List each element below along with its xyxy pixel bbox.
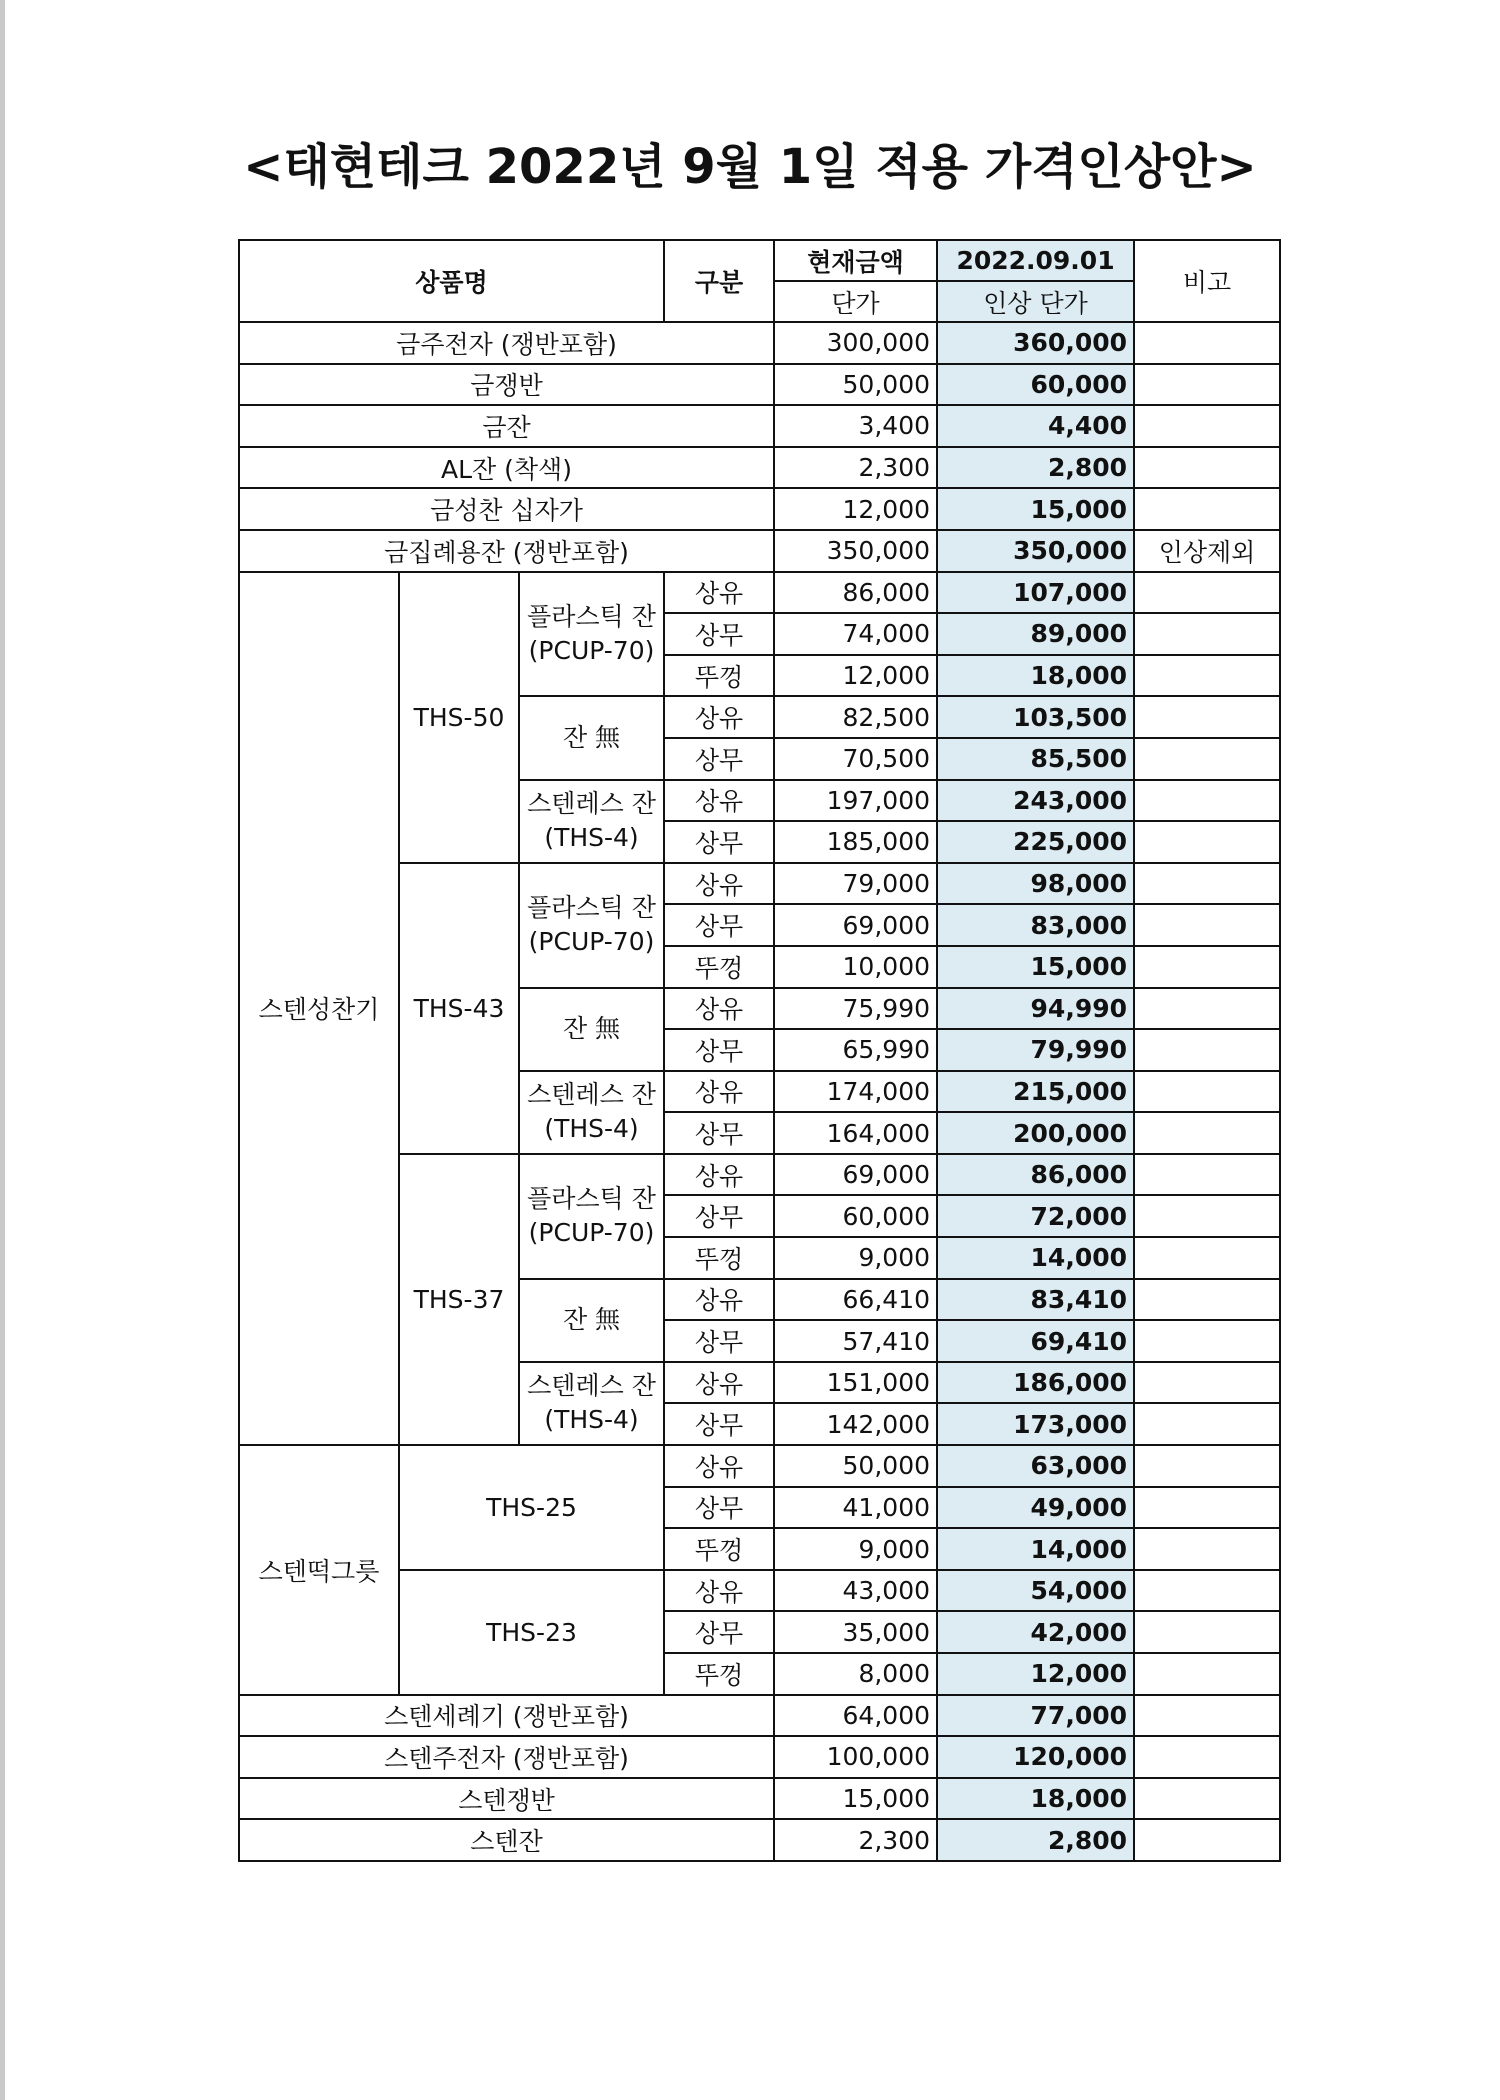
kind-cell: 상유 — [664, 1362, 774, 1404]
subgroup-name-line: 플라스틱 잔 — [527, 601, 656, 631]
note-cell — [1134, 904, 1280, 946]
kind-cell: 상무 — [664, 1487, 774, 1529]
note-cell — [1134, 1195, 1280, 1237]
product-name: 스텐주전자 (쟁반포함) — [239, 1736, 774, 1778]
new-price: 4,400 — [937, 405, 1134, 447]
kind-cell: 상무 — [664, 1611, 774, 1653]
kind-cell: 상유 — [664, 696, 774, 738]
subgroup-name — [519, 988, 664, 1071]
note-cell — [1134, 821, 1280, 863]
note-cell — [1134, 405, 1280, 447]
current-price: 74,000 — [774, 613, 937, 655]
new-price: 60,000 — [937, 364, 1134, 406]
model-name: THS-25 — [399, 1445, 664, 1570]
new-price: 12,000 — [937, 1653, 1134, 1695]
note-cell — [1134, 1112, 1280, 1154]
note-cell — [1134, 447, 1280, 489]
current-price: 164,000 — [774, 1112, 937, 1154]
note-cell — [1134, 988, 1280, 1030]
current-price: 9,000 — [774, 1237, 937, 1279]
header-new-unit: 인상 단가 — [937, 281, 1134, 322]
current-price: 2,300 — [774, 447, 937, 489]
header-note: 비고 — [1134, 240, 1280, 322]
note-cell — [1134, 946, 1280, 988]
current-price: 12,000 — [774, 488, 937, 530]
kind-cell: 상무 — [664, 1029, 774, 1071]
subgroup-name-line: 스텐레스 잔 — [527, 789, 656, 819]
note-cell — [1134, 1819, 1280, 1861]
kind-cell: 상유 — [664, 1071, 774, 1113]
note-cell — [1134, 1736, 1280, 1778]
kind-cell: 상유 — [664, 988, 774, 1030]
new-price: 94,990 — [937, 988, 1134, 1030]
current-price: 75,990 — [774, 988, 937, 1030]
new-price: 42,000 — [937, 1611, 1134, 1653]
note-cell — [1134, 322, 1280, 364]
new-price: 83,000 — [937, 904, 1134, 946]
subgroup-name-line: (THS-4) — [544, 1405, 639, 1435]
new-price: 77,000 — [937, 1695, 1134, 1737]
current-price: 174,000 — [774, 1071, 937, 1113]
new-price: 15,000 — [937, 946, 1134, 988]
subgroup-name — [519, 1154, 664, 1279]
current-price: 82,500 — [774, 696, 937, 738]
subgroup-name-line: 잔 無 — [562, 1014, 621, 1044]
note-cell — [1134, 1653, 1280, 1695]
header-new-date: 2022.09.01 — [937, 240, 1134, 281]
new-price: 200,000 — [937, 1112, 1134, 1154]
new-price: 120,000 — [937, 1736, 1134, 1778]
current-price: 60,000 — [774, 1195, 937, 1237]
note-cell — [1134, 1445, 1280, 1487]
current-price: 66,410 — [774, 1279, 937, 1321]
kind-cell: 상무 — [664, 904, 774, 946]
new-price: 18,000 — [937, 1778, 1134, 1820]
product-name: 스텐쟁반 — [239, 1778, 774, 1820]
new-price: 18,000 — [937, 655, 1134, 697]
current-price: 185,000 — [774, 821, 937, 863]
note-cell — [1134, 780, 1280, 822]
note-cell — [1134, 488, 1280, 530]
new-price: 360,000 — [937, 322, 1134, 364]
subgroup-name-line: 스텐레스 잔 — [527, 1371, 656, 1401]
kind-cell: 상무 — [664, 1195, 774, 1237]
note-cell — [1134, 1320, 1280, 1362]
new-price: 225,000 — [937, 821, 1134, 863]
current-price: 79,000 — [774, 863, 937, 905]
header-current: 현재금액 — [774, 240, 937, 281]
kind-cell: 상유 — [664, 1279, 774, 1321]
kind-cell: 상유 — [664, 1154, 774, 1196]
new-price: 107,000 — [937, 572, 1134, 614]
current-price: 10,000 — [774, 946, 937, 988]
subgroup-name-line: (PCUP-70) — [528, 1218, 655, 1248]
kind-cell: 상무 — [664, 1112, 774, 1154]
simple-product-row — [239, 1819, 1280, 1861]
note-cell — [1134, 364, 1280, 406]
current-price: 43,000 — [774, 1570, 937, 1612]
page-title: <태현테크 2022년 9월 1일 적용 가격인상안> — [243, 139, 1257, 195]
new-price: 72,000 — [937, 1195, 1134, 1237]
current-price: 9,000 — [774, 1528, 937, 1570]
subgroup-name-line: (PCUP-70) — [528, 927, 655, 957]
price-row — [239, 1445, 1280, 1487]
header-current-unit: 단가 — [774, 281, 937, 322]
subgroup-name-line: 잔 無 — [562, 1305, 621, 1335]
current-price: 50,000 — [774, 364, 937, 406]
kind-cell: 뚜껑 — [664, 946, 774, 988]
note-cell — [1134, 1279, 1280, 1321]
note-cell — [1134, 1570, 1280, 1612]
current-price: 64,000 — [774, 1695, 937, 1737]
kind-cell: 상유 — [664, 1570, 774, 1612]
subgroup-name-line: (THS-4) — [544, 1114, 639, 1144]
kind-cell: 상유 — [664, 863, 774, 905]
current-price: 69,000 — [774, 904, 937, 946]
current-price: 197,000 — [774, 780, 937, 822]
kind-cell: 상유 — [664, 572, 774, 614]
simple-product-row — [239, 447, 1280, 489]
subgroup-name — [519, 696, 664, 779]
subgroup-name — [519, 780, 664, 863]
subgroup-name — [519, 1362, 664, 1445]
note-cell — [1134, 1695, 1280, 1737]
subgroup-name-line: 잔 無 — [562, 722, 621, 752]
note-cell — [1134, 1487, 1280, 1529]
kind-cell: 뚜껑 — [664, 1237, 774, 1279]
subgroup-name-line: 스텐레스 잔 — [527, 1080, 656, 1110]
note-cell — [1134, 863, 1280, 905]
new-price: 186,000 — [937, 1362, 1134, 1404]
new-price: 98,000 — [937, 863, 1134, 905]
current-price: 15,000 — [774, 1778, 937, 1820]
new-price: 63,000 — [937, 1445, 1134, 1487]
product-name: 금집례용잔 (쟁반포함) — [239, 530, 774, 572]
simple-product-row — [239, 1778, 1280, 1820]
header-row — [239, 240, 1280, 281]
note-cell — [1134, 1071, 1280, 1113]
kind-cell: 상무 — [664, 1403, 774, 1445]
kind-cell: 상무 — [664, 1320, 774, 1362]
note-cell — [1134, 1403, 1280, 1445]
new-price: 49,000 — [937, 1487, 1134, 1529]
current-price: 41,000 — [774, 1487, 937, 1529]
simple-product-row — [239, 1695, 1280, 1737]
new-price: 79,990 — [937, 1029, 1134, 1071]
new-price: 173,000 — [937, 1403, 1134, 1445]
header-product: 상품명 — [239, 240, 664, 322]
note-cell: 인상제외 — [1134, 530, 1280, 572]
current-price: 151,000 — [774, 1362, 937, 1404]
new-price: 54,000 — [937, 1570, 1134, 1612]
new-price: 243,000 — [937, 780, 1134, 822]
subgroup-name-line: 플라스틱 잔 — [527, 893, 656, 923]
current-price: 100,000 — [774, 1736, 937, 1778]
new-price: 86,000 — [937, 1154, 1134, 1196]
simple-product-row — [239, 488, 1280, 530]
new-price: 89,000 — [937, 613, 1134, 655]
product-name: 금성찬 십자가 — [239, 488, 774, 530]
model-name: THS-37 — [399, 1154, 519, 1445]
simple-product-row — [239, 530, 1280, 572]
note-cell — [1134, 655, 1280, 697]
current-price: 69,000 — [774, 1154, 937, 1196]
kind-cell: 뚜껑 — [664, 1528, 774, 1570]
new-price: 350,000 — [937, 530, 1134, 572]
current-price: 50,000 — [774, 1445, 937, 1487]
model-name: THS-50 — [399, 572, 519, 863]
page-left-edge — [0, 0, 5, 2100]
new-price: 83,410 — [937, 1279, 1134, 1321]
simple-product-row — [239, 364, 1280, 406]
subgroup-name — [519, 1279, 664, 1362]
subgroup-name-line: 플라스틱 잔 — [527, 1184, 656, 1214]
product-name: 스텐잔 — [239, 1819, 774, 1861]
note-cell — [1134, 696, 1280, 738]
note-cell — [1134, 1611, 1280, 1653]
simple-product-row — [239, 405, 1280, 447]
note-cell — [1134, 1237, 1280, 1279]
current-price: 142,000 — [774, 1403, 937, 1445]
current-price: 57,410 — [774, 1320, 937, 1362]
current-price: 86,000 — [774, 572, 937, 614]
note-cell — [1134, 1362, 1280, 1404]
subgroup-name — [519, 863, 664, 988]
subgroup-name — [519, 1071, 664, 1154]
simple-product-row — [239, 322, 1280, 364]
model-name: THS-23 — [399, 1570, 664, 1695]
new-price: 85,500 — [937, 738, 1134, 780]
group-name: 스텐성찬기 — [239, 572, 399, 1445]
current-price: 300,000 — [774, 322, 937, 364]
new-price: 14,000 — [937, 1528, 1134, 1570]
new-price: 2,800 — [937, 447, 1134, 489]
new-price: 69,410 — [937, 1320, 1134, 1362]
current-price: 8,000 — [774, 1653, 937, 1695]
product-name: 금잔 — [239, 405, 774, 447]
kind-cell: 뚜껑 — [664, 1653, 774, 1695]
kind-cell: 뚜껑 — [664, 655, 774, 697]
product-name: AL잔 (착색) — [239, 447, 774, 489]
model-name: THS-43 — [399, 863, 519, 1154]
product-name: 스텐세례기 (쟁반포함) — [239, 1695, 774, 1737]
note-cell — [1134, 1154, 1280, 1196]
note-cell — [1134, 1528, 1280, 1570]
note-cell — [1134, 1778, 1280, 1820]
product-name: 금주전자 (쟁반포함) — [239, 322, 774, 364]
kind-cell: 상유 — [664, 1445, 774, 1487]
kind-cell: 상유 — [664, 780, 774, 822]
note-cell — [1134, 1029, 1280, 1071]
product-name: 금쟁반 — [239, 364, 774, 406]
subgroup-name-line: (PCUP-70) — [528, 635, 655, 665]
kind-cell: 상무 — [664, 738, 774, 780]
subgroup-name — [519, 572, 664, 697]
current-price: 65,990 — [774, 1029, 937, 1071]
current-price: 2,300 — [774, 1819, 937, 1861]
new-price: 2,800 — [937, 1819, 1134, 1861]
note-cell — [1134, 613, 1280, 655]
new-price: 15,000 — [937, 488, 1134, 530]
note-cell — [1134, 738, 1280, 780]
header-kind: 구분 — [664, 240, 774, 322]
current-price: 3,400 — [774, 405, 937, 447]
current-price: 12,000 — [774, 655, 937, 697]
simple-product-row — [239, 1736, 1280, 1778]
group-name: 스텐떡그릇 — [239, 1445, 399, 1695]
current-price: 350,000 — [774, 530, 937, 572]
kind-cell: 상무 — [664, 821, 774, 863]
subgroup-name-line: (THS-4) — [544, 823, 639, 853]
current-price: 35,000 — [774, 1611, 937, 1653]
new-price: 103,500 — [937, 696, 1134, 738]
price-row — [239, 572, 1280, 614]
new-price: 14,000 — [937, 1237, 1134, 1279]
kind-cell: 상무 — [664, 613, 774, 655]
current-price: 70,500 — [774, 738, 937, 780]
note-cell — [1134, 572, 1280, 614]
price-table — [238, 239, 1281, 1862]
new-price: 215,000 — [937, 1071, 1134, 1113]
